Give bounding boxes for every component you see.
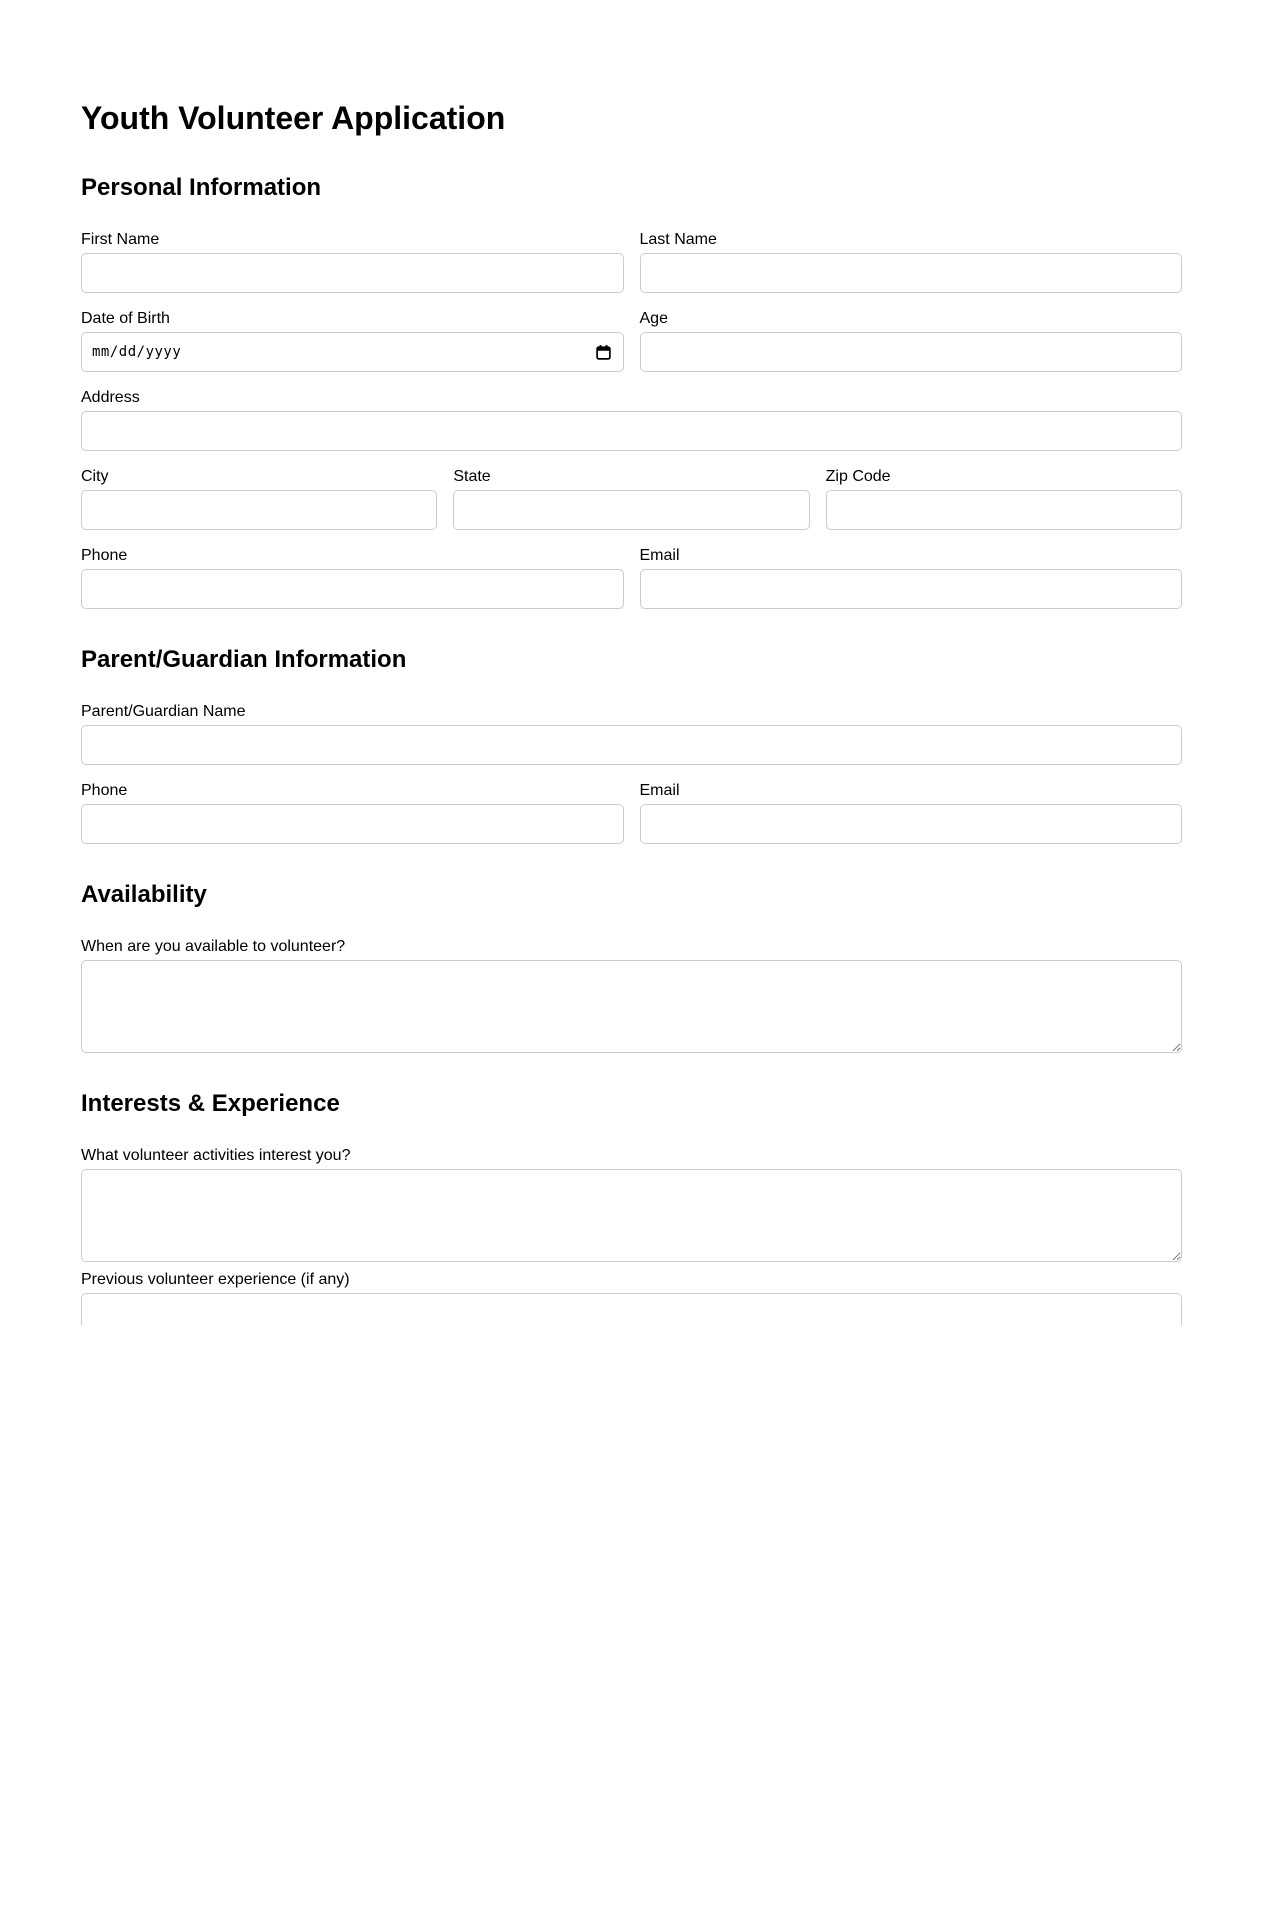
section-guardian [81, 645, 1182, 844]
guardian-phone-label: Phone [81, 782, 128, 799]
date-of-birth-label: Date of Birth [81, 310, 170, 327]
experience-textarea[interactable] [81, 1293, 1182, 1325]
date-of-birth-input[interactable] [81, 332, 624, 372]
guardian-name-label: Parent/Guardian Name [81, 703, 246, 720]
email-input[interactable] [640, 569, 1183, 609]
city-input[interactable] [81, 490, 437, 530]
field-guardian-email [640, 781, 1183, 844]
activities-textarea[interactable] [81, 1169, 1182, 1262]
last-name-input[interactable] [640, 253, 1183, 293]
phone-label: Phone [81, 547, 128, 564]
city-label: City [81, 468, 109, 485]
field-availability [81, 937, 1182, 1053]
age-label: Age [639, 310, 668, 327]
age-input[interactable] [640, 332, 1183, 372]
availability-textarea[interactable] [81, 960, 1182, 1053]
field-last-name [640, 230, 1183, 293]
field-guardian-phone [81, 781, 624, 844]
field-phone [81, 546, 624, 609]
section-heading-guardian: Parent/Guardian Information [81, 646, 407, 673]
last-name-label: Last Name [639, 231, 717, 248]
row-guardian-name [81, 702, 1182, 765]
field-zip [826, 467, 1182, 530]
row-address [81, 388, 1182, 451]
guardian-email-input[interactable] [640, 804, 1183, 844]
guardian-phone-input[interactable] [81, 804, 624, 844]
row-dob-age [81, 309, 1182, 372]
section-heading-personal: Personal Information [81, 174, 322, 201]
date-placeholder: mm/dd/yyyy [92, 344, 182, 360]
address-label: Address [81, 389, 140, 406]
row-city-state-zip [81, 467, 1182, 530]
section-availability [81, 880, 1182, 1053]
email-label: Email [639, 547, 680, 564]
row-availability [81, 937, 1182, 1053]
activities-label: What volunteer activities interest you? [81, 1147, 351, 1164]
address-input[interactable] [81, 411, 1182, 451]
field-city [81, 467, 437, 530]
row-experience [81, 1270, 1182, 1325]
field-date-of-birth [81, 309, 624, 372]
field-age [640, 309, 1183, 372]
experience-label: Previous volunteer experience (if any) [81, 1271, 350, 1288]
guardian-email-label: Email [639, 782, 680, 799]
section-personal [81, 173, 1182, 609]
state-label: State [453, 468, 491, 485]
phone-input[interactable] [81, 569, 624, 609]
availability-label: When are you available to volunteer? [81, 938, 346, 955]
field-email [640, 546, 1183, 609]
first-name-input[interactable] [81, 253, 624, 293]
guardian-name-input[interactable] [81, 725, 1182, 765]
field-first-name [81, 230, 624, 293]
row-name [81, 230, 1182, 293]
section-heading-availability: Availability [81, 881, 207, 908]
field-experience [81, 1270, 1182, 1325]
field-state [453, 467, 809, 530]
row-activities [81, 1146, 1182, 1262]
row-guardian-phone-email [81, 781, 1182, 844]
field-address [81, 388, 1182, 451]
field-guardian-name [81, 702, 1182, 765]
zip-code-input[interactable] [826, 490, 1182, 530]
calendar-icon[interactable] [595, 343, 613, 361]
first-name-label: First Name [81, 231, 160, 248]
state-input[interactable] [453, 490, 809, 530]
field-activities [81, 1146, 1182, 1262]
section-interests [81, 1089, 1182, 1325]
page-title: Youth Volunteer Application [81, 100, 506, 136]
section-heading-interests: Interests & Experience [81, 1090, 340, 1117]
row-phone-email [81, 546, 1182, 609]
zip-code-label: Zip Code [825, 468, 891, 485]
